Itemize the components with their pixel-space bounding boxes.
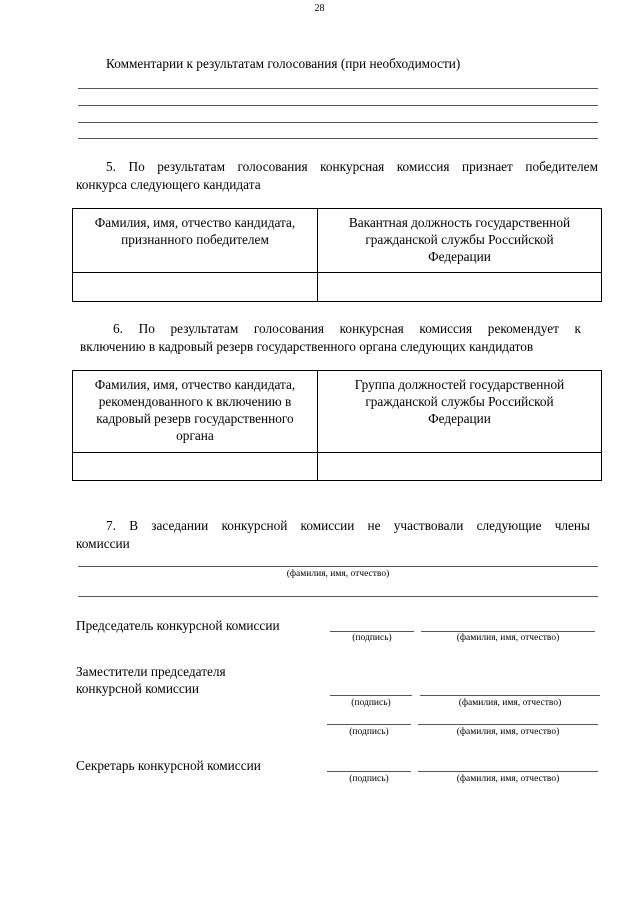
deputy2-signature-line[interactable] <box>327 724 411 725</box>
section6-line1: 6. По результатам голосования конкурсная комиссия рекомендует к <box>113 321 581 336</box>
deputies-label-line2: конкурсной комиссии <box>76 681 199 696</box>
comment-line-4[interactable] <box>78 138 598 139</box>
section7-line2: комиссии <box>76 536 130 551</box>
winner-table <box>72 208 602 302</box>
reserve-table-header-group: Группа должностей государственной гражданской службы Российской Федерации <box>318 371 602 453</box>
chair-label: Председатель конкурсной комиссии <box>76 618 280 633</box>
secretary-signature-line[interactable] <box>327 771 411 772</box>
deputy2-name-line[interactable] <box>418 724 598 725</box>
chair-name-line[interactable] <box>421 631 595 632</box>
absent-members-line-1[interactable] <box>78 566 598 567</box>
section7-line1: 7. В заседании конкурсной комиссии не участвовали следующие члены <box>106 518 590 533</box>
chair-name-caption: (фамилия, имя, отчество) <box>456 633 560 643</box>
deputy1-signature-caption: (подпись) <box>351 698 391 708</box>
deputy2-signature-caption: (подпись) <box>349 727 389 737</box>
chair-signature-caption: (подпись) <box>352 633 392 643</box>
deputy2-name-caption: (фамилия, имя, отчество) <box>456 727 560 737</box>
secretary-signature-caption: (подпись) <box>349 774 389 784</box>
secretary-name-line[interactable] <box>418 771 598 772</box>
winner-table-header-position: Вакантная должность государственной гражданской службы Российской Федерации <box>318 209 602 273</box>
absent-members-line-2[interactable] <box>78 596 598 597</box>
winner-table-header-name: Фамилия, имя, отчество кандидата, признанного победителем <box>73 209 318 273</box>
section6-line2: включению в кадровый резерв государственного органа следующих кандидатов <box>80 339 534 354</box>
reserve-table <box>72 370 602 481</box>
winner-name-cell[interactable] <box>73 273 318 302</box>
secretary-label: Секретарь конкурсной комиссии <box>76 758 261 773</box>
comment-line-2[interactable] <box>78 105 598 106</box>
reserve-table-header-name: Фамилия, имя, отчество кандидата, рекомендованного к включению в кадровый резерв государственного органа <box>73 371 318 453</box>
deputy1-name-caption: (фамилия, имя, отчество) <box>458 698 562 708</box>
section5-line1: 5. По результатам голосования конкурсная комиссия признает победителем <box>106 159 598 174</box>
comment-line-3[interactable] <box>78 122 598 123</box>
reserve-group-cell[interactable] <box>318 453 602 481</box>
deputy1-signature-line[interactable] <box>330 695 412 696</box>
deputies-label-line1: Заместители председателя <box>76 664 226 679</box>
page-number: 28 <box>314 3 325 14</box>
reserve-name-cell[interactable] <box>73 453 318 481</box>
comment-line-1[interactable] <box>78 88 598 89</box>
deputy1-name-line[interactable] <box>420 695 600 696</box>
comments-label: Комментарии к результатам голосования (при необходимости) <box>106 56 461 71</box>
absent-members-caption: (фамилия, имя, отчество) <box>286 569 390 579</box>
secretary-name-caption: (фамилия, имя, отчество) <box>456 774 560 784</box>
winner-position-cell[interactable] <box>318 273 602 302</box>
chair-signature-line[interactable] <box>330 631 414 632</box>
section5-line2: конкурса следующего кандидата <box>76 177 261 192</box>
